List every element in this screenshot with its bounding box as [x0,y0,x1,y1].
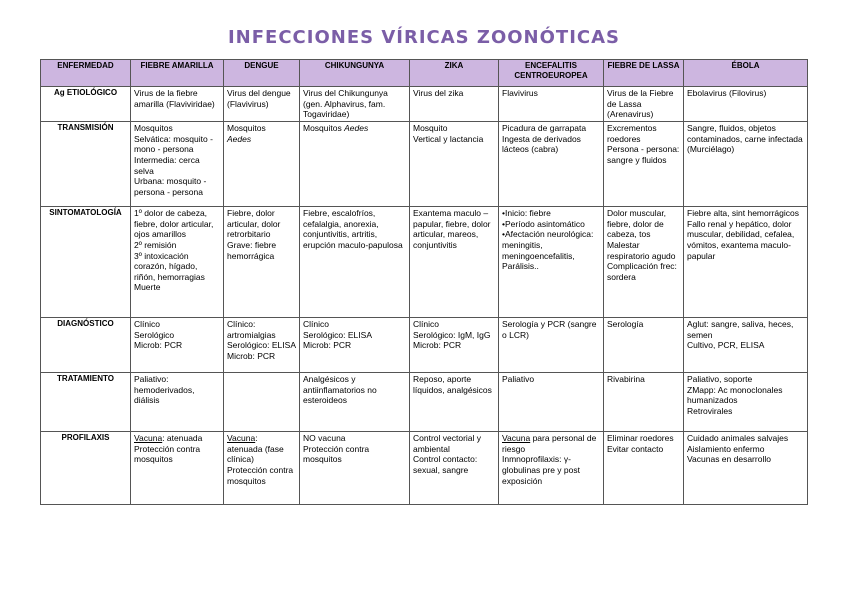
table-cell: Aglut: sangre, saliva, heces, semen Cultivo, PCR, ELISA [684,318,808,373]
table-cell: Paliativo [499,373,604,432]
table-cell: Rivabirina [604,373,684,432]
table-cell: Control vectorial y ambiental Control contacto: sexual, sangre [410,432,499,505]
table-cell: Exantema maculo – papular, fiebre, dolor articular, mareos, conjuntivitis [410,207,499,318]
table-cell: •Inicio: fiebre •Período asintomático •Afectación neurológica: meningitis, meningoencefalitis, Parálisis.. [499,207,604,318]
table-row [41,87,808,122]
table-cell: Dolor muscular, fiebre, dolor de cabeza, tos Malestar respiratorio agudo Complicación frec: sordera [604,207,684,318]
table-cell: Serología y PCR (sangre o LCR) [499,318,604,373]
table-cell: 1º dolor de cabeza, fiebre, dolor articular, ojos amarillos 2º remisión 3º intoxicación corazón, hígado, riñón, hemorragias Muerte [131,207,224,318]
table-cell: Eliminar roedores Evitar contacto [604,432,684,505]
header-chikungunya: CHIKUNGUNYA [300,60,410,87]
table-cell: Picadura de garrapata Ingesta de derivados lácteos (cabra) [499,122,604,207]
row-label: TRANSMISIÓN [41,122,131,207]
table-cell: Fiebre alta, sint hemorrágicos Fallo renal y hepático, dolor muscular, debilidad, cefalea, vómitos, exantema maculo- papular [684,207,808,318]
table-header-row [41,60,808,87]
table-cell: Flavivirus [499,87,604,122]
table-cell: Paliativo, soporte ZMapp: Ac monoclonales humanizados Retrovirales [684,373,808,432]
table-cell: Clínico Serológico: ELISA Microb: PCR [300,318,410,373]
table-cell: Fiebre, dolor articular, dolor retrorbitario Grave: fiebre hemorrágica [224,207,300,318]
header-dengue: DENGUE [224,60,300,87]
table-cell: Analgésicos y antiinflamatorios no esteroideos [300,373,410,432]
row-label: PROFILAXIS [41,432,131,505]
header-zika: ZIKA [410,60,499,87]
table-cell: Mosquito Vertical y lactancia [410,122,499,207]
table-row [41,318,808,373]
header-encefalitis: ENCEFALITIS CENTROEUROPEA [499,60,604,87]
header-fiebre-lassa: FIEBRE DE LASSA [604,60,684,87]
table-cell: Mosquitos Aedes [224,122,300,207]
table-cell: Ebolavirus (Filovirus) [684,87,808,122]
header-ebola: ÉBOLA [684,60,808,87]
table-cell: Clínico: artromialgias Serológico: ELISA Microb: PCR [224,318,300,373]
table-cell: Clínico Serológico Microb: PCR [131,318,224,373]
zoonotic-infections-table [40,59,808,505]
table-cell: Paliativo: hemoderivados, diálisis [131,373,224,432]
page-title: INFECCIONES VÍRICAS ZOONÓTICAS [227,27,621,48]
row-label: Ag ETIOLÓGICO [41,87,131,122]
table-cell [224,373,300,432]
table-cell: Serología [604,318,684,373]
table-row [41,432,808,505]
table-cell: Sangre, fluidos, objetos contaminados, carne infectada (Murciélago) [684,122,808,207]
table-cell: Mosquitos Selvática: mosquito - mono - persona Intermedia: cerca selva Urbana: mosquito - persona - persona [131,122,224,207]
header-enfermedad: ENFERMEDAD [41,60,131,87]
table-cell: Fiebre, escalofríos, cefalalgia, anorexia, conjuntivitis, artritis, erupción maculo-papulosa [300,207,410,318]
table-cell: Excrementos roedores Persona - persona: sangre y fluidos [604,122,684,207]
table-row [41,207,808,318]
table-cell: Vacuna: atenuada (fase clínica) Protección contra mosquitos [224,432,300,505]
table-cell: Virus de la fiebre amarilla (Flaviviridae) [131,87,224,122]
row-label: SINTOMATOLOGÍA [41,207,131,318]
table-cell: Vacuna: atenuada Protección contra mosquitos [131,432,224,505]
table-row [41,122,808,207]
table-cell: Vacuna para personal de riesgo Inmnoprofilaxis: γ-globulinas pre y post exposición [499,432,604,505]
table-cell: Virus del dengue (Flavivirus) [224,87,300,122]
table-cell: Mosquitos Aedes [300,122,410,207]
table-cell: Virus del Chikungunya (gen. Alphavirus, fam. Togaviridae) [300,87,410,122]
table-row [41,373,808,432]
row-label: DIAGNÓSTICO [41,318,131,373]
header-fiebre-amarilla: FIEBRE AMARILLA [131,60,224,87]
table-cell: Cuidado animales salvajes Aislamiento enfermo Vacunas en desarrollo [684,432,808,505]
table-cell: Clínico Serológico: IgM, IgG Microb: PCR [410,318,499,373]
table-cell: Virus de la Fiebre de Lassa (Arenavirus) [604,87,684,122]
table-cell: Reposo, aporte líquidos, analgésicos [410,373,499,432]
table-cell: Virus del zika [410,87,499,122]
row-label: TRATAMIENTO [41,373,131,432]
table-cell: NO vacuna Protección contra mosquitos [300,432,410,505]
